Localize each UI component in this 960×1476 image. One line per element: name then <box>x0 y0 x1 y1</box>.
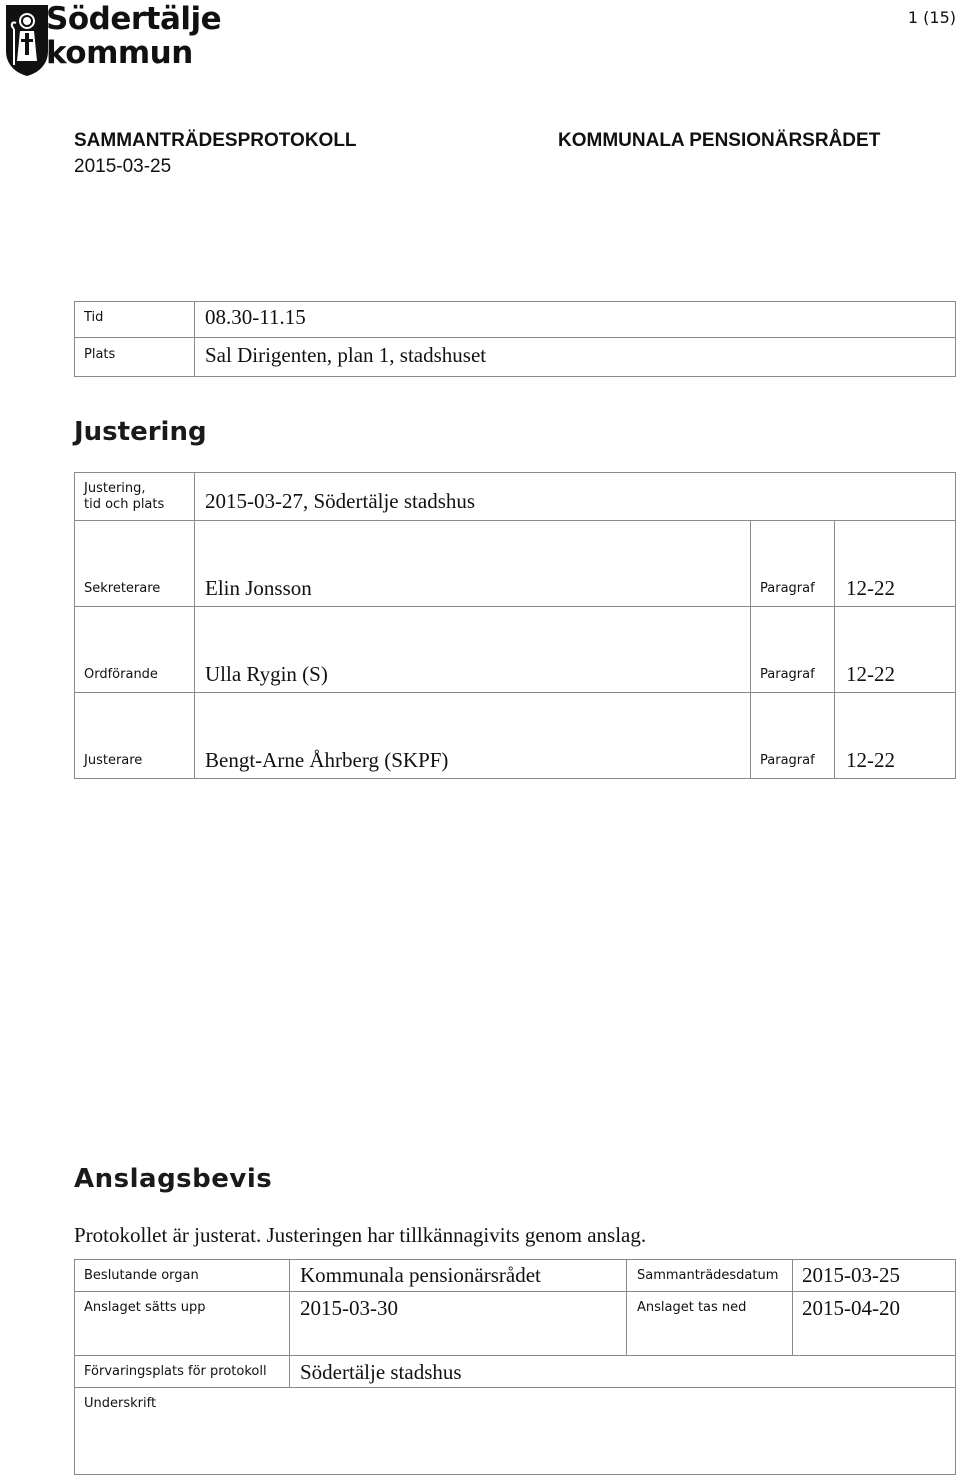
justering-table <box>74 472 956 779</box>
beslutande-organ-label: Beslutande organ <box>84 1268 199 1283</box>
document-type: SAMMANTRÄDESPROTOKOLL <box>74 130 357 151</box>
forvaringsplats-value: Södertälje stadshus <box>300 1360 462 1384</box>
time-label: Tid <box>84 310 104 325</box>
paragraf-value-justerare: 12-22 <box>846 748 895 772</box>
anslag-col-divider-2 <box>626 1259 627 1355</box>
place-label: Plats <box>84 347 116 362</box>
paragraf-divider-1 <box>750 520 751 779</box>
logo-text-line-2: kommun <box>46 35 193 71</box>
paragraf-value-sekreterare: 12-22 <box>846 576 895 600</box>
anslag-row-divider-2 <box>74 1355 956 1356</box>
time-value: 08.30-11.15 <box>205 305 306 329</box>
justering-heading: Justering <box>74 417 207 447</box>
anslaget-tas-ned-label: Anslaget tas ned <box>637 1300 747 1315</box>
sammantradesdatum-value: 2015-03-25 <box>802 1263 900 1287</box>
meeting-table-row-divider <box>74 337 956 338</box>
page-number: 1 (15) <box>907 8 956 27</box>
justering-row-divider-1 <box>74 520 956 521</box>
justering-time-place-value: 2015-03-27, Södertälje stadshus <box>205 489 476 513</box>
paragraf-value-ordforande: 12-22 <box>846 662 895 686</box>
organ-name: KOMMUNALA PENSIONÄRSRÅDET <box>558 130 881 151</box>
signature-field[interactable] <box>84 1414 944 1470</box>
paragraf-label-ordforande: Paragraf <box>760 667 815 682</box>
paragraf-label-justerare: Paragraf <box>760 753 815 768</box>
anslaget-satts-upp-value: 2015-03-30 <box>300 1296 398 1320</box>
municipality-logo <box>4 1 222 77</box>
paragraf-label-sekreterare: Paragraf <box>760 581 815 596</box>
forvaringsplats-label: Förvaringsplats för protokoll <box>84 1364 267 1379</box>
anslaget-tas-ned-value: 2015-04-20 <box>802 1296 900 1320</box>
anslag-col-divider-1 <box>289 1259 290 1387</box>
logo-text-line-1: Södertälje <box>46 1 222 37</box>
sammantradesdatum-label: Sammanträdesdatum <box>637 1268 779 1283</box>
anslagsbevis-heading: Anslagsbevis <box>74 1164 273 1194</box>
beslutande-organ-value: Kommunala pensionärsrådet <box>300 1263 541 1287</box>
justering-row-divider-3 <box>74 692 956 693</box>
anslagsbevis-statement: Protokollet är justerat. Justeringen har tillkännagivits genom anslag. <box>74 1223 647 1247</box>
anslag-col-divider-3 <box>792 1259 793 1355</box>
underskrift-label: Underskrift <box>84 1396 157 1411</box>
role-label-sekreterare: Sekreterare <box>84 581 161 596</box>
protocol-date: 2015-03-25 <box>74 156 172 177</box>
name-ordforande: Ulla Rygin (S) <box>205 662 328 686</box>
meeting-table-divider <box>194 301 195 377</box>
justering-row-divider-2 <box>74 606 956 607</box>
anslag-row-divider-1 <box>74 1291 956 1292</box>
role-label-justerare: Justerare <box>84 753 143 768</box>
justering-label-divider <box>194 472 195 779</box>
anslaget-satts-upp-label: Anslaget sätts upp <box>84 1300 206 1315</box>
paragraf-divider-2 <box>834 520 835 779</box>
name-justerare: Bengt-Arne Åhrberg (SKPF) <box>205 748 449 772</box>
justering-time-place-label: Justering, tid och plats <box>84 481 165 512</box>
anslag-row-divider-3 <box>74 1387 956 1388</box>
place-value: Sal Dirigenten, plan 1, stadshuset <box>205 343 487 367</box>
role-label-ordforande: Ordförande <box>84 667 158 682</box>
name-sekreterare: Elin Jonsson <box>205 576 312 600</box>
